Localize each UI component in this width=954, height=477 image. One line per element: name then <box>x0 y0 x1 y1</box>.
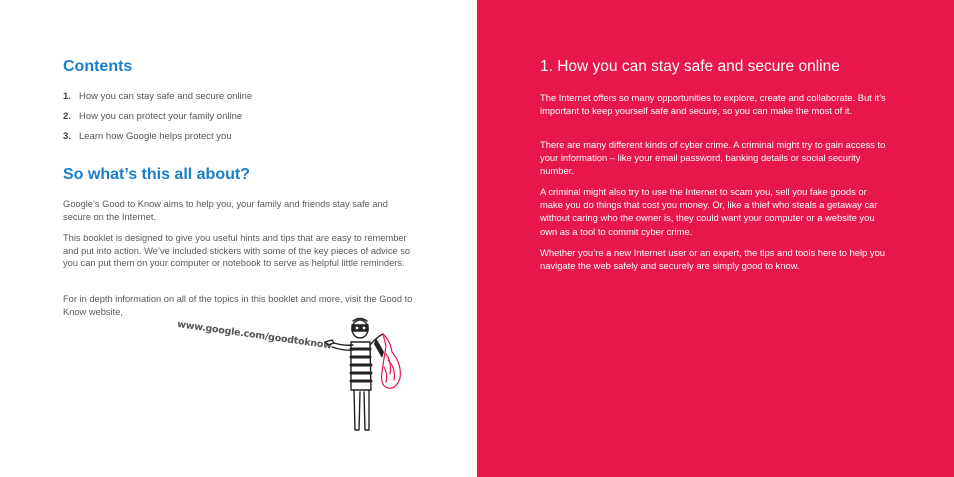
table-of-contents <box>63 90 252 150</box>
toc-number: 2. <box>63 111 71 122</box>
toc-number: 3. <box>63 131 71 142</box>
about-paragraph: This booklet is designed to give you useful hints and tips that are easy to remember and put into action. We’ve included stickers with some of the key pieces of advice so you can put them on your computer or notebook to serve as helpful little reminders. <box>63 233 411 269</box>
toc-number: 1. <box>63 91 71 102</box>
about-heading: So what’s this all about? <box>63 166 250 183</box>
about-paragraph: For in depth information on all of the topics in this booklet and more, visit the Good to Know website, <box>63 294 413 317</box>
section-paragraph: The Internet offers so many opportunities to explore, create and collaborate. But it’s important to keep yourself safe and secure, so you can make the most of it. <box>540 92 886 117</box>
toc-label: Learn how Google helps protect you <box>79 131 232 142</box>
section-paragraph: There are many different kinds of cyber crime. A criminal might try to gain access to your information – like your email password, banking details or social security number. <box>540 139 886 177</box>
good-to-know-link[interactable]: www.google.com/goodtoknow <box>176 319 333 352</box>
contents-heading: Contents <box>63 58 133 75</box>
toc-item[interactable] <box>63 130 252 150</box>
about-paragraph: Google’s Good to Know aims to help you, your family and friends stay safe and secure on the Internet. <box>63 199 388 222</box>
toc-item[interactable] <box>63 110 252 130</box>
toc-label: How you can protect your family online <box>79 111 243 122</box>
right-page <box>477 0 954 477</box>
section-heading: 1. How you can stay safe and secure online <box>540 58 840 75</box>
toc-item[interactable] <box>63 90 252 110</box>
section-paragraph: Whether you’re a new Internet user or an expert, the tips and tools here to help you navigate the web safely and securely are simply good to know. <box>540 247 885 272</box>
section-paragraph: A criminal might also try to use the Internet to scam you, sell you fake goods or make you do things that cost you money. Or, like a thief who steals a getaway car without caring who the owner is, they could want your computer or a website you own as a tool to commit cyber crime. <box>540 186 878 237</box>
toc-label: How you can stay safe and secure online <box>79 91 253 102</box>
thief-illustration <box>320 312 420 437</box>
